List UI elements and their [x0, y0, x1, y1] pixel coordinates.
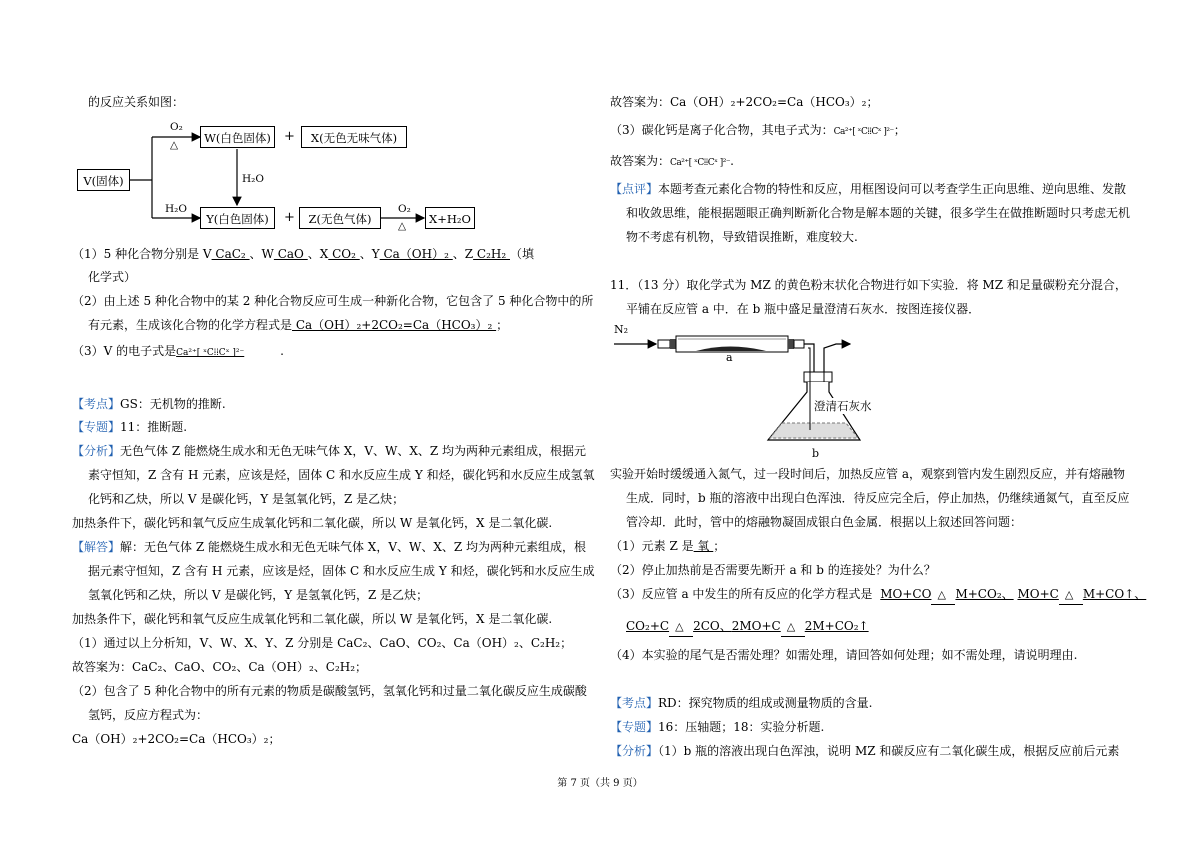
answer-element-z: 氧: [693, 539, 714, 553]
part-3-line: [610, 586, 1146, 602]
answer-q3-line: [610, 122, 906, 140]
r-zhuanti-tag: 【专题】: [610, 720, 659, 734]
equation-1-left: MO+CO: [880, 587, 932, 601]
p3-prefix: （3）反应管 a 中发生的所有反应的化学方程式是: [610, 587, 873, 601]
heat-symbol-1: △: [937, 588, 946, 601]
q1-sep-x: 、X: [307, 247, 329, 261]
page-footer: 第 7 页（共 9 页）: [557, 778, 643, 789]
kaodian-text: GS：无机物的推断.: [120, 397, 226, 411]
r-zhuanti-text: 16：压轴题；18：实验分析题.: [658, 720, 825, 734]
answer-line-q2: 故答案为：Ca（OH）₂+2CO₂=Ca（HCO₃）₂；: [610, 95, 879, 109]
r3-prefix: 故答案为：: [610, 154, 671, 168]
question-11-line-2: 平铺在反应管 a 中．在 b 瓶中盛足量澄清石灰水．按图连接仪器．: [626, 302, 981, 316]
jieda-line-1: [72, 539, 586, 555]
equation-4-right: 2M+CO₂↑: [804, 619, 869, 633]
r2-prefix: （3）碳化钙是离子化合物，其电子式为：: [610, 123, 834, 137]
q2-prefix: 有元素，生成该化合物的化学方程式是: [88, 318, 293, 332]
question-11-line-1: 11．（13 分）取化学式为 MZ 的黄色粉末状化合物进行如下实验．将 MZ 和足量碳粉充分混合，: [610, 278, 1127, 292]
y-solid-box: Y(白色固体): [200, 207, 275, 229]
jieda-text-1: 解：无色气体 Z 能燃烧生成水和无色无味气体 X，V、W、X、Z 均为两种元素组成，根: [120, 540, 587, 554]
experiment-line-3: 管冷却．此时，管中的熔融物凝固成银白色金属．根据以上叙述回答问题：: [626, 515, 1023, 529]
heat-symbol-bottom: △: [398, 220, 407, 232]
w-solid-box: W(白色固体): [200, 126, 275, 148]
tube-a-label: a: [726, 351, 733, 364]
equation-3-right: 2CO、: [693, 619, 732, 633]
answer-w: CaO: [273, 247, 308, 261]
heat-symbol-4: △: [786, 620, 796, 633]
question-2-line-1: （2）由上述 5 种化合物中的某 2 种化合物反应可生成一种新化合物，它包含了 5 种化合物中的所: [72, 294, 594, 308]
heat-symbol-top: △: [170, 139, 179, 151]
plus-sign-top: +: [284, 129, 295, 144]
electron-formula-inline: Ca²⁺[ ˣC⁞⁞Cˣ ]²⁻: [833, 127, 894, 137]
dianping-line-3: 物不考虑有机物，导致错误推断，难度较大.: [626, 230, 858, 244]
equals-line-2: [1059, 604, 1083, 605]
jieda-line-2: 据元素守恒知，Z 含有 H 元素，应该是烃，固体 C 和水反应生成 Y 和烃，碳化钙和水反应生成: [88, 564, 595, 578]
equation-2-right: M+CO↑、: [1082, 587, 1147, 601]
r-fenxi-tag: 【分析】: [610, 744, 659, 758]
zhuanti-tag: 【专题】: [72, 420, 121, 434]
equals-line-1: [931, 604, 955, 605]
jieda-line-8: 氢钙，反应方程式为：: [88, 708, 209, 722]
h2o-label-vertical: H₂O: [242, 173, 264, 185]
intro-text: 的反应关系如图：: [88, 95, 185, 109]
n2-label: N₂: [614, 323, 629, 336]
r-fenxi-line: [610, 743, 1119, 759]
question-3-line: [72, 343, 284, 361]
electron-formula-answer: Ca²⁺[ ˣC⁞⁞Cˣ ]²⁻: [176, 348, 245, 358]
x-h2o-box: X+H₂O: [425, 207, 475, 229]
part-2-line: （2）停止加热前是否需要先断开 a 和 b 的连接处？为什么？: [610, 563, 936, 577]
jieda-line-5: （1）通过以上分析知，V、W、X、Y、Z 分别是 CaC₂、CaO、CO₂、Ca（OH）₂、C₂H₂；: [72, 636, 573, 650]
equation-1-right: M+CO₂、: [955, 587, 1014, 601]
p1-suffix: ；: [713, 539, 726, 553]
part-3-line-2: [626, 618, 869, 634]
q1-suffix: （填: [510, 247, 535, 261]
p1-prefix: （1）元素 Z 是: [610, 539, 694, 553]
kaodian-tag: 【考点】: [72, 397, 121, 411]
limewater-label: 澄清石灰水: [814, 399, 872, 413]
zhuanti-line: [72, 419, 187, 435]
answer-x: CO₂: [328, 247, 360, 261]
r-zhuanti-line: [610, 719, 824, 735]
q1-sep-w: 、W: [249, 247, 274, 261]
q2-suffix: ；: [496, 318, 509, 332]
experiment-line-2: 生成．同时，b 瓶的溶液中出现白色浑浊．待反应完全后，停止加热，仍继续通氮气，直至反应: [626, 491, 1130, 505]
fenxi-line-1: [72, 443, 586, 459]
q1-sep-y: 、Y: [359, 247, 380, 261]
plus-sign-bottom: +: [284, 210, 295, 225]
h2o-label-horizontal: H₂O: [165, 203, 187, 215]
q1-sep-z: 、Z: [452, 247, 474, 261]
answer-q2: Ca（OH）₂+2CO₂=Ca（HCO₃）₂: [292, 318, 497, 332]
part-4-line: （4）本实验的尾气是否需处理？如需处理，请回答如何处理；如不需处理，请说明理由.: [610, 648, 1078, 662]
q1-prefix: （1）5 种化合物分别是 V: [72, 247, 212, 261]
r-kaodian-tag: 【考点】: [610, 696, 659, 710]
question-1-line: [72, 246, 534, 262]
dianping-tag: 【点评】: [610, 182, 659, 196]
right-column: [600, 0, 1200, 848]
q3-prefix: （3）V 的电子式是: [72, 344, 177, 358]
answer-v: CaC₂: [211, 247, 250, 261]
r2-suffix: ；: [893, 123, 906, 137]
jieda-line-9: Ca（OH）₂+2CO₂=Ca（HCO₃）₂；: [72, 732, 281, 746]
fenxi-line-4: 加热条件下，碳化钙和氧气反应生成氧化钙和二氧化碳，所以 W 是氧化钙，X 是二氧化碳.: [72, 516, 553, 530]
heat-symbol-2: △: [1064, 588, 1074, 601]
part-1-line: [610, 538, 725, 554]
flask-b-label: b: [812, 447, 820, 460]
jieda-line-6: 故答案为：CaC₂、CaO、CO₂、Ca（OH）₂、C₂H₂；: [72, 660, 368, 674]
equals-line-4: [781, 636, 805, 637]
dianping-line-2: 和收敛思维，能根据题眼正确判断新化合物是解本题的关键，很多学生在做推断题时只考虑无机: [626, 206, 1131, 220]
o2-label-top: O₂: [170, 121, 183, 133]
zhuanti-text: 11：推断题.: [120, 420, 188, 434]
apparatus-diagram: [600, 320, 900, 460]
answer-z: C₂H₂: [473, 247, 510, 261]
fenxi-tag: 【分析】: [72, 444, 121, 458]
equation-2-left: MO+C: [1017, 587, 1059, 601]
reaction-diagram: [0, 0, 600, 240]
dianping-text-1: 本题考查元素化合物的特性和反应，用框图设问可以考查学生正向思维、逆向思维、发散: [658, 182, 1127, 196]
equation-3-left: CO₂+C: [626, 619, 670, 633]
electron-formula-answer-2: Ca²⁺[ ˣC⁞⁞Cˣ ]²⁻: [670, 158, 731, 168]
o2-label-bottom: O₂: [398, 203, 411, 215]
fenxi-text-1: 无色气体 Z 能燃烧生成水和无色无味气体 X，V、W、X、Z 均为两种元素组成，根据元: [120, 444, 587, 458]
z-gas-box: Z(无色气体): [299, 207, 381, 229]
equation-4-left: 2MO+C: [731, 619, 781, 633]
q3-suffix: .: [280, 344, 284, 358]
kaodian-line: [72, 396, 226, 412]
answer-y: Ca（OH）₂: [379, 247, 453, 261]
equals-line-3: [669, 636, 693, 637]
x-gas-box: X(无色无味气体): [301, 126, 407, 148]
r-fenxi-text: （1）b 瓶的溶液出现白色浑浊，说明 MZ 和碳反应有二氧化碳生成，根据反应前后元素: [658, 744, 1120, 758]
heat-symbol-3: △: [675, 620, 684, 633]
question-1-line-2: 化学式）: [88, 270, 137, 284]
diagram-lines: [0, 0, 600, 240]
r-kaodian-line: [610, 695, 873, 711]
jieda-tag: 【解答】: [72, 540, 121, 554]
answer-line-q3: [610, 153, 734, 171]
apparatus-drawing: [600, 320, 900, 460]
fenxi-line-2: 素守恒知，Z 含有 H 元素，应该是烃，固体 C 和水反应生成 Y 和烃，碳化钙和水反应生成氢氧: [88, 468, 595, 482]
jieda-line-3: 氢氧化钙和乙炔，所以 V 是碳化钙，Y 是氢氧化钙，Z 是乙炔；: [88, 588, 429, 602]
fenxi-line-3: 化钙和乙炔，所以 V 是碳化钙，Y 是氢氧化钙，Z 是乙炔；: [88, 492, 405, 506]
r3-suffix: .: [730, 154, 734, 168]
r-kaodian-text: RD：探究物质的组成或测量物质的含量.: [658, 696, 873, 710]
v-solid-box: V(固体): [77, 169, 130, 191]
jieda-line-7: （2）包含了 5 种化合物中的所有元素的物质是碳酸氢钙，氢氧化钙和过量二氧化碳反应生成碳酸: [72, 684, 587, 698]
dianping-line-1: [610, 181, 1126, 197]
jieda-line-4: 加热条件下，碳化钙和氧气反应生成氧化钙和二氧化碳，所以 W 是氧化钙，X 是二氧化碳.: [72, 612, 553, 626]
experiment-line-1: 实验开始时缓缓通入氮气，过一段时间后，加热反应管 a，观察到管内发生剧烈反应，并有熔融物: [610, 467, 1125, 481]
question-2-line-2: [88, 317, 508, 333]
